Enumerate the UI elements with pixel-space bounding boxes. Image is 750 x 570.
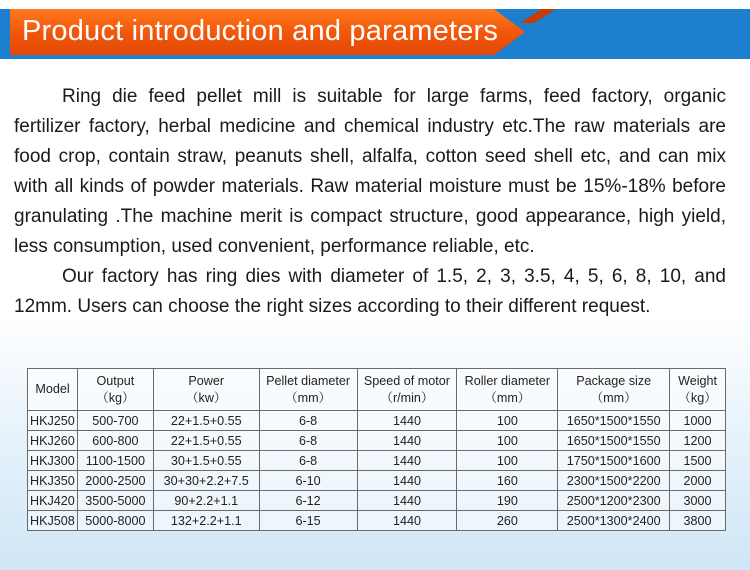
table-cell: 5000-8000 <box>77 511 153 531</box>
table-row <box>28 511 726 531</box>
table-cell: HKJ350 <box>28 471 78 491</box>
header-roller-diameter: Roller diameter （mm） <box>457 369 558 411</box>
header-speed-of-motor: Speed of motor （r/min） <box>357 369 457 411</box>
header-pellet-diameter: Pellet diameter （mm） <box>259 369 357 411</box>
table-cell: 2500*1200*2300 <box>558 491 670 511</box>
table-cell: 6-12 <box>259 491 357 511</box>
table-cell: 2300*1500*2200 <box>558 471 670 491</box>
table-cell: HKJ420 <box>28 491 78 511</box>
intro-text <box>14 82 726 322</box>
table-cell: 1500 <box>670 451 726 471</box>
table-cell: 1440 <box>357 491 457 511</box>
table-cell: 100 <box>457 451 558 471</box>
table-cell: 30+1.5+0.55 <box>153 451 259 471</box>
table-cell: 1440 <box>357 431 457 451</box>
header-model: Model <box>28 369 78 411</box>
table-cell: 132+2.2+1.1 <box>153 511 259 531</box>
table-row <box>28 491 726 511</box>
table-cell: 6-10 <box>259 471 357 491</box>
table-cell: 1440 <box>357 411 457 431</box>
table-cell: 1000 <box>670 411 726 431</box>
table-cell: 1100-1500 <box>77 451 153 471</box>
table-cell: 1750*1500*1600 <box>558 451 670 471</box>
table-cell: 22+1.5+0.55 <box>153 411 259 431</box>
table-cell: 100 <box>457 411 558 431</box>
table-cell: 6-8 <box>259 451 357 471</box>
table-cell: 90+2.2+1.1 <box>153 491 259 511</box>
table-cell: 500-700 <box>77 411 153 431</box>
table-row <box>28 471 726 491</box>
table-cell: 190 <box>457 491 558 511</box>
table-cell: 1650*1500*1550 <box>558 431 670 451</box>
table-cell: 30+30+2.2+7.5 <box>153 471 259 491</box>
table-cell: 1650*1500*1550 <box>558 411 670 431</box>
header-power: Power （kw） <box>153 369 259 411</box>
table-cell: 3500-5000 <box>77 491 153 511</box>
table-header-row <box>28 369 726 411</box>
page-title: Product introduction and parameters <box>22 15 499 47</box>
table-cell: 6-8 <box>259 411 357 431</box>
table-cell: HKJ300 <box>28 451 78 471</box>
table-cell: 1440 <box>357 511 457 531</box>
table-cell: 1200 <box>670 431 726 451</box>
table-cell: 6-15 <box>259 511 357 531</box>
table-row <box>28 411 726 431</box>
table-cell: HKJ508 <box>28 511 78 531</box>
table-cell: 100 <box>457 431 558 451</box>
header-package-size: Package size （mm） <box>558 369 670 411</box>
table-cell: 2000 <box>670 471 726 491</box>
table-cell: 160 <box>457 471 558 491</box>
table-cell: 1440 <box>357 471 457 491</box>
header-weight: Weight （kg） <box>670 369 726 411</box>
intro-paragraph-1: Ring die feed pellet mill is suitable for large farms, feed factory, organic fertilizer factory, herbal medicine and chemical industry etc.The raw materials are food crop, contain straw, peanuts shell, alfalfa, cotton seed shell etc, and can mix with all kinds of powder materials. Raw material moisture must be 15%-18% before granulating .The machine merit is compact structure, good appearance, high yield, less consumption, used convenient, performance reliable, etc. <box>14 86 726 257</box>
parameters-table <box>27 368 726 531</box>
table-cell: 2500*1300*2400 <box>558 511 670 531</box>
header <box>0 0 750 62</box>
header-output: Output （kg） <box>77 369 153 411</box>
table-cell: 3000 <box>670 491 726 511</box>
table-cell: 3800 <box>670 511 726 531</box>
table-cell: 600-800 <box>77 431 153 451</box>
table-cell: HKJ250 <box>28 411 78 431</box>
table-body <box>28 411 726 531</box>
table-row <box>28 451 726 471</box>
table-cell: HKJ260 <box>28 431 78 451</box>
table-cell: 1440 <box>357 451 457 471</box>
intro-paragraph-2: Our factory has ring dies with diameter of 1.5, 2, 3, 3.5, 4, 5, 6, 8, 10, and 12mm. Users can choose the right sizes according to their different request. <box>14 266 726 317</box>
table-cell: 6-8 <box>259 431 357 451</box>
table-cell: 2000-2500 <box>77 471 153 491</box>
table-cell: 22+1.5+0.55 <box>153 431 259 451</box>
table-row <box>28 431 726 451</box>
table-cell: 260 <box>457 511 558 531</box>
